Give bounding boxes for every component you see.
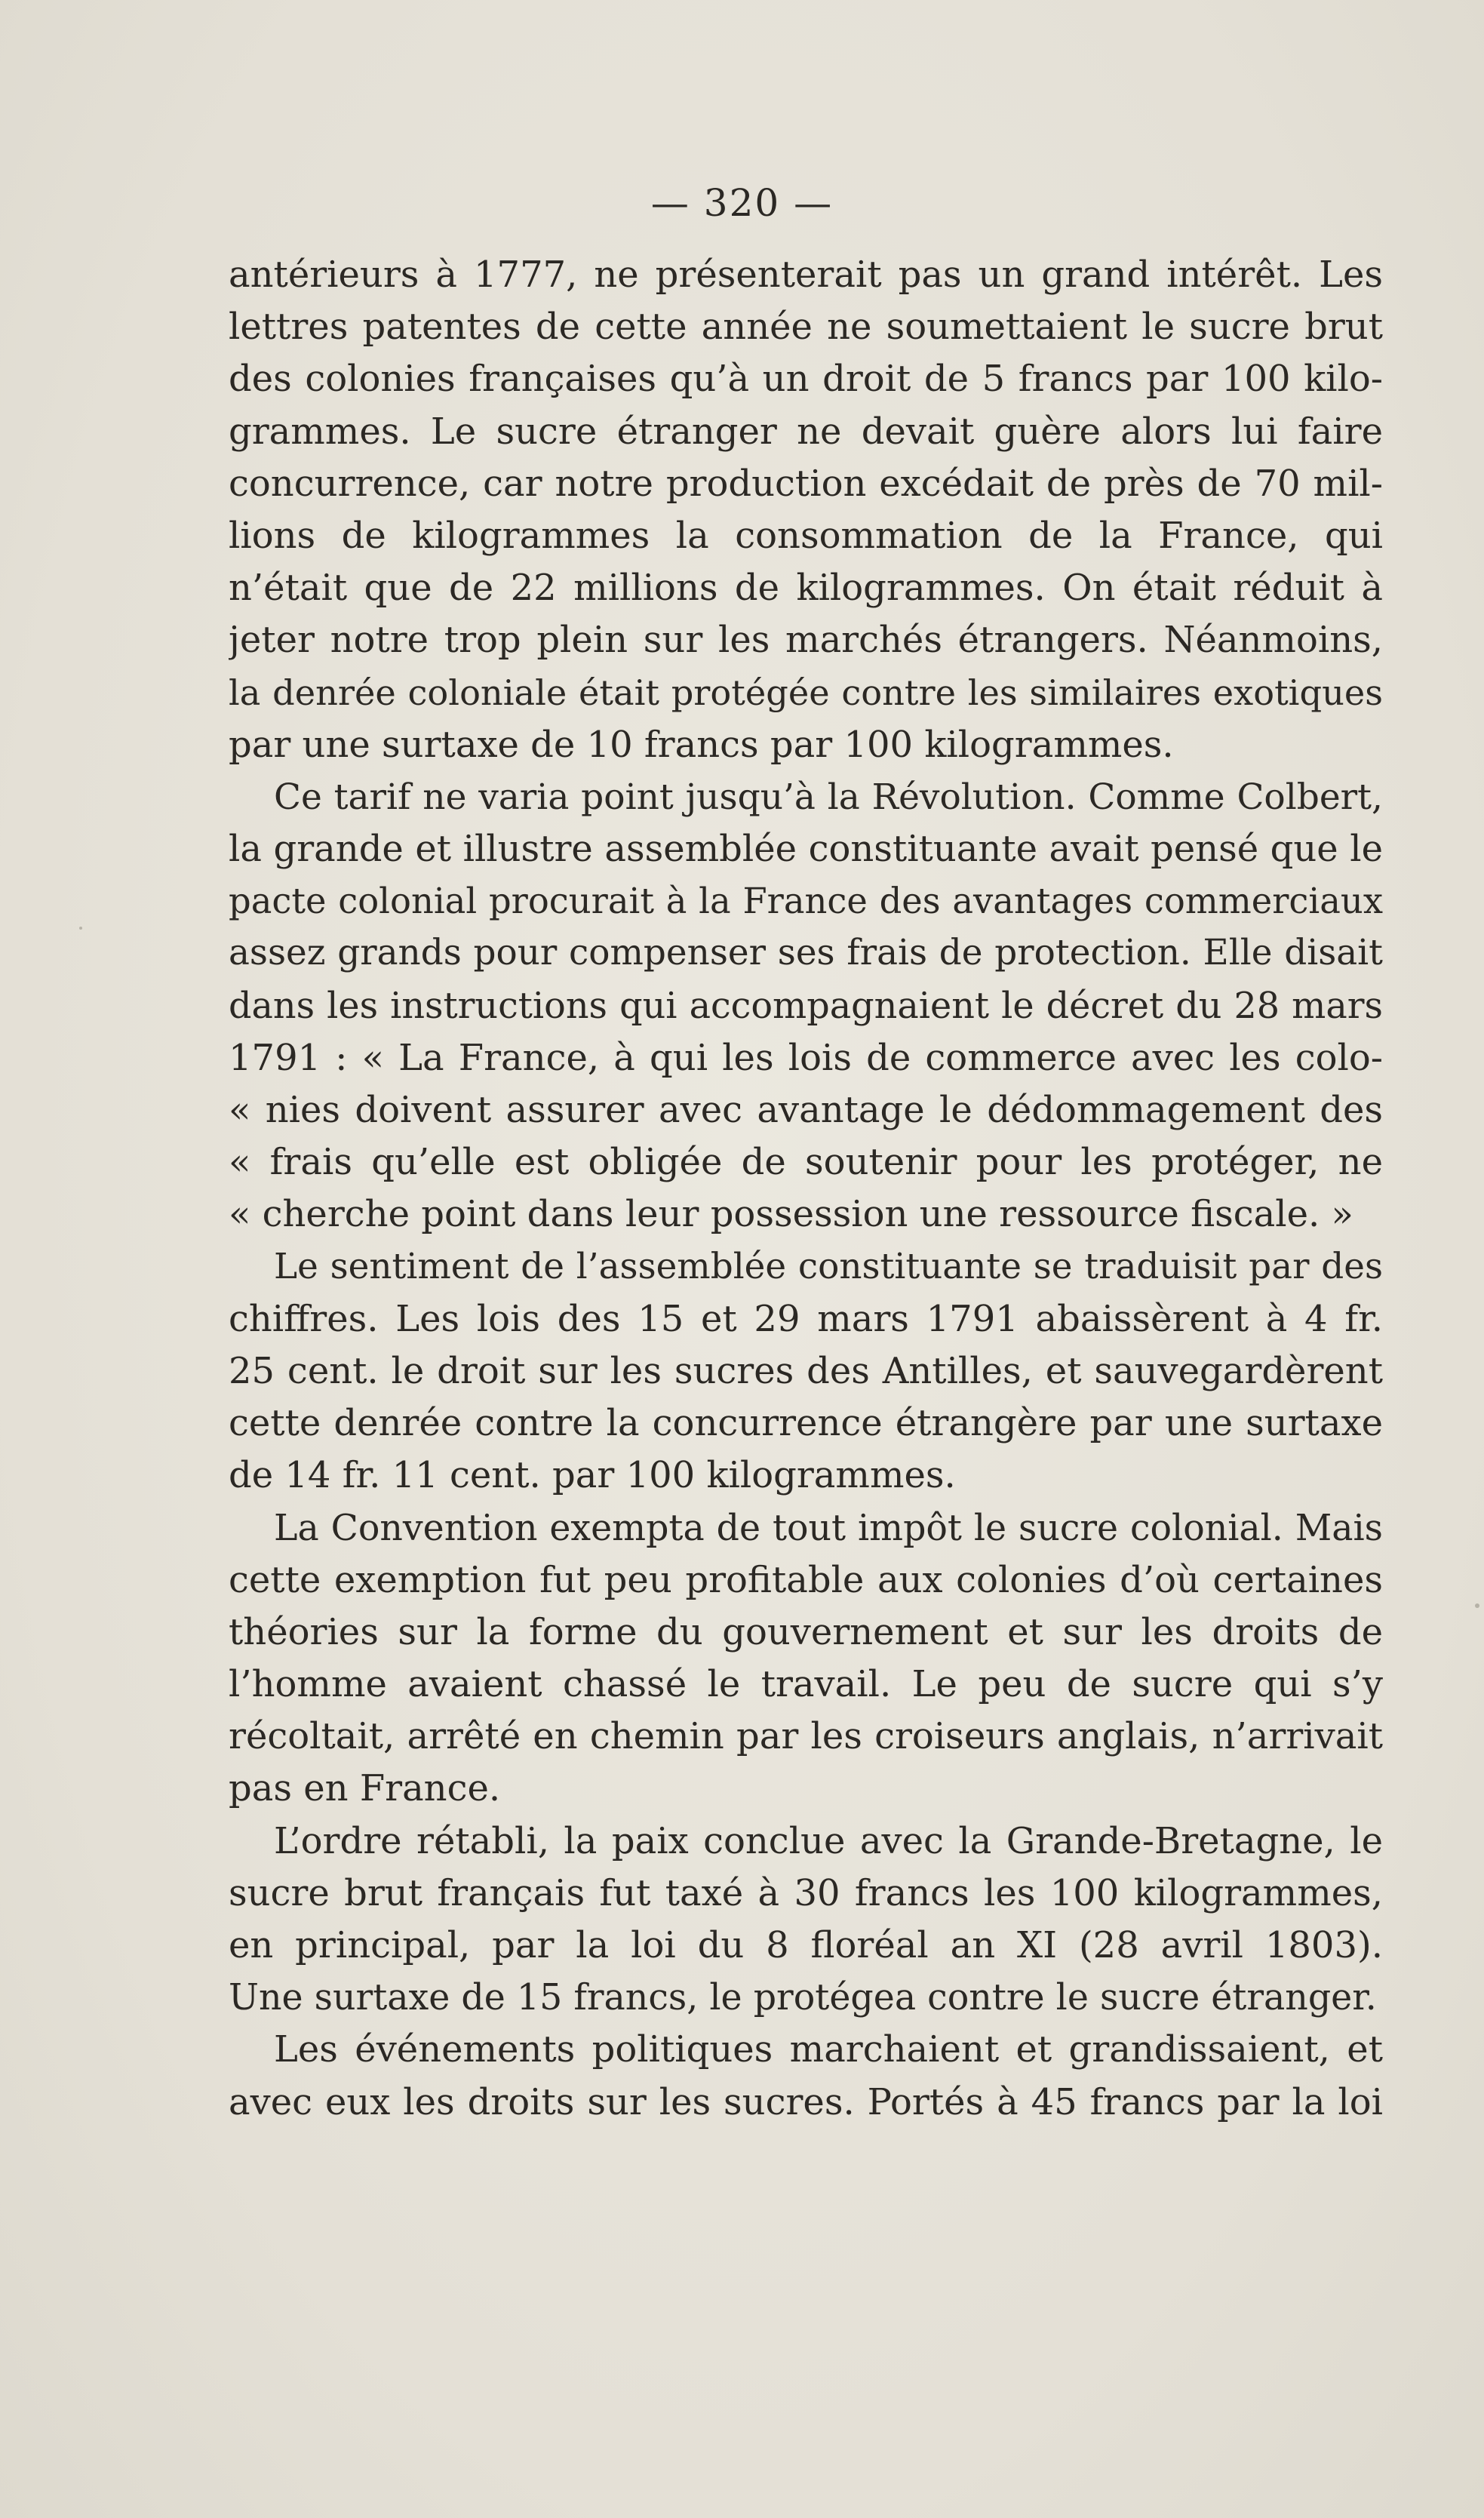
text-line: des colonies françaises qu’à un droit de 5 francs par 100 kilo- (229, 358, 1383, 401)
text-line: 1791 : « La France, à qui les lois de commerce avec les colo- (229, 1036, 1383, 1079)
text-line: récoltait, arrêté en chemin par les croiseurs anglais, n’arrivait (229, 1715, 1383, 1758)
text-line: assez grands pour compenser ses frais de protection. Elle disait (229, 933, 1383, 974)
paper-speck (79, 927, 82, 930)
page-number: — 320 — (650, 181, 834, 225)
text-line: Les événements politiques marchaient et grandissaient, et (274, 2028, 1383, 2071)
body-text (229, 249, 1383, 2129)
text-line: théories sur la forme du gouvernement et sur les droits de (229, 1610, 1383, 1653)
text-line: l’homme avaient chassé le travail. Le peu de sucre qui s’y (229, 1663, 1383, 1706)
text-line: pacte colonial procurait à la France des avantages commerciaux (229, 881, 1383, 922)
text-line: sucre brut français fut taxé à 30 francs les 100 kilogrammes, (229, 1871, 1383, 1914)
text-line: par une surtaxe de 10 francs par 100 kilogrammes. (229, 723, 1174, 766)
text-line: pas en France. (229, 1767, 501, 1810)
text-line: avec eux les droits sur les sucres. Portés à 45 francs par la loi (229, 2080, 1383, 2123)
text-line: lions de kilogrammes la consommation de la France, qui (229, 514, 1383, 557)
text-line: la denrée coloniale était protégée contre les similaires exotiques (229, 672, 1383, 713)
text-line: cette exemption fut peu profitable aux colonies d’où certaines (229, 1558, 1383, 1601)
text-line: « frais qu’elle est obligée de soutenir pour les protéger, ne (229, 1141, 1383, 1184)
text-line: « cherche point dans leur possession une ressource fiscale. » (229, 1193, 1353, 1236)
text-line: 25 cent. le droit sur les sucres des Antilles, et sauvegardèrent (229, 1349, 1383, 1392)
text-line: Une surtaxe de 15 francs, le protégea contre le sucre étranger. (229, 1977, 1377, 2019)
text-line: de 14 fr. 11 cent. par 100 kilogrammes. (229, 1454, 956, 1497)
text-line: n’était que de 22 millions de kilogrammes. On était réduit à (229, 567, 1383, 610)
text-line: La Convention exempta de tout impôt le sucre colonial. Mais (274, 1507, 1383, 1549)
text-line: concurrence, car notre production excédait de près de 70 mil- (229, 462, 1383, 505)
text-line: L’ordre rétabli, la paix conclue avec la Grande-Bretagne, le (274, 1819, 1383, 1862)
text-line: la grande et illustre assemblée constituante avait pensé que le (229, 828, 1383, 871)
text-line: lettres patentes de cette année ne soumettaient le sucre brut (229, 306, 1383, 349)
text-line: dans les instructions qui accompagnaient le décret du 28 mars (229, 985, 1383, 1027)
text-line: cette denrée contre la concurrence étrangère par une surtaxe (229, 1402, 1383, 1445)
text-line: Ce tarif ne varia point jusqu’à la Révolution. Comme Colbert, (274, 776, 1383, 818)
text-line: antérieurs à 1777, ne présenterait pas un grand intérêt. Les (229, 254, 1383, 296)
text-line: Le sentiment de l’assemblée constituante se traduisit par des (274, 1246, 1383, 1287)
text-line: en principal, par la loi du 8 floréal an XI (28 avril 1803). (229, 1924, 1383, 1966)
paper-speck (1475, 1603, 1479, 1608)
text-line: chiffres. Les lois des 15 et 29 mars 1791 abaissèrent à 4 fr. (229, 1297, 1383, 1340)
text-line: grammes. Le sucre étranger ne devait guère alors lui faire (229, 410, 1383, 453)
text-line: jeter notre trop plein sur les marchés étrangers. Néanmoins, (229, 619, 1383, 662)
text-line: « nies doivent assurer avec avantage le dédommagement des (229, 1089, 1383, 1131)
